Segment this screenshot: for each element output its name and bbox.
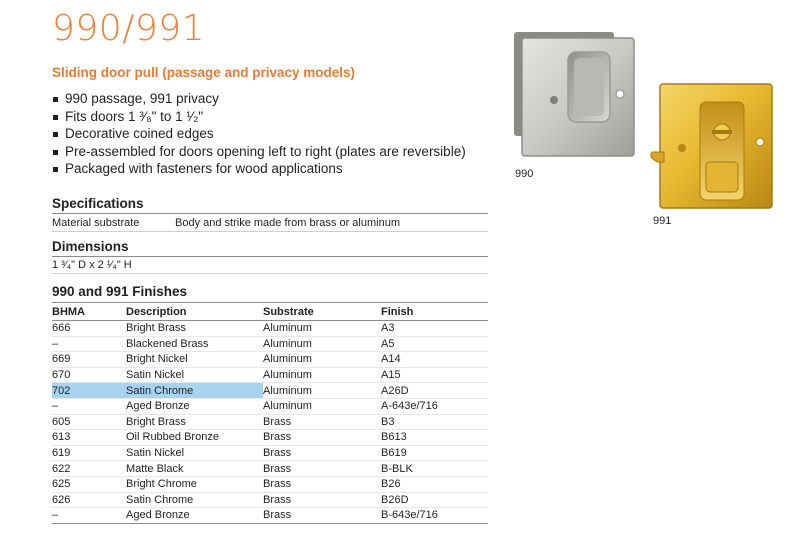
table-row bbox=[52, 461, 488, 477]
table-row bbox=[52, 367, 488, 383]
bhma-cell: 626 bbox=[52, 492, 126, 508]
table-row bbox=[52, 492, 488, 508]
substrate-cell: Brass bbox=[263, 430, 381, 446]
specifications-heading: Specifications bbox=[52, 196, 144, 211]
substrate-cell: Aluminum bbox=[263, 367, 381, 383]
description-cell: Aged Bronze bbox=[126, 508, 263, 524]
finish-cell: A14 bbox=[381, 352, 488, 368]
description-cell: Bright Brass bbox=[126, 321, 263, 337]
finish-cell: B613 bbox=[381, 430, 488, 446]
table-row bbox=[52, 430, 488, 446]
description-cell: Oil Rubbed Bronze bbox=[126, 430, 263, 446]
column-header-description: Description bbox=[126, 305, 263, 321]
dimensions-bottom-divider bbox=[52, 273, 488, 274]
substrate-cell: Aluminum bbox=[263, 383, 381, 399]
bhma-cell: 625 bbox=[52, 476, 126, 492]
column-header-substrate: Substrate bbox=[263, 305, 381, 321]
substrate-cell: Brass bbox=[263, 414, 381, 430]
substrate-cell: Aluminum bbox=[263, 321, 381, 337]
finish-cell: A5 bbox=[381, 336, 488, 352]
finish-cell: A26D bbox=[381, 383, 488, 399]
table-row bbox=[52, 508, 488, 524]
finish-cell: B3 bbox=[381, 414, 488, 430]
product-990-caption: 990 bbox=[515, 168, 534, 180]
dimensions-value: 1 ³⁄₄" D x 2 ¹⁄₄" H bbox=[52, 259, 132, 271]
feature-item: Pre-assembled for doors opening left to right (plates are reversible) bbox=[52, 143, 466, 161]
finishes-table bbox=[52, 305, 488, 524]
description-cell: Blackened Brass bbox=[126, 336, 263, 352]
description-cell: Satin Nickel bbox=[126, 445, 263, 461]
finishes-divider bbox=[52, 302, 488, 303]
description-cell: Aged Bronze bbox=[126, 398, 263, 414]
product-990-image bbox=[512, 28, 638, 160]
description-cell: Satin Chrome bbox=[126, 492, 263, 508]
bhma-cell: 619 bbox=[52, 445, 126, 461]
table-header-row bbox=[52, 305, 488, 321]
dimensions-divider bbox=[52, 256, 488, 257]
substrate-cell: Brass bbox=[263, 508, 381, 524]
table-row bbox=[52, 383, 488, 399]
spec-value: Body and strike made from brass or aluminum bbox=[175, 217, 400, 229]
substrate-cell: Brass bbox=[263, 476, 381, 492]
description-cell: Bright Nickel bbox=[126, 352, 263, 368]
column-header-bhma: BHMA bbox=[52, 305, 126, 321]
bhma-cell: 605 bbox=[52, 414, 126, 430]
feature-item: Fits doors 1 ³⁄₈" to 1 ¹⁄₂" bbox=[52, 108, 466, 126]
table-row bbox=[52, 445, 488, 461]
finish-cell: B26D bbox=[381, 492, 488, 508]
description-cell: Satin Chrome bbox=[126, 383, 263, 399]
finish-cell: B619 bbox=[381, 445, 488, 461]
finish-cell: B26 bbox=[381, 476, 488, 492]
table-row bbox=[52, 336, 488, 352]
column-header-finish: Finish bbox=[381, 305, 488, 321]
bhma-cell: 702 bbox=[52, 383, 126, 399]
description-cell: Matte Black bbox=[126, 461, 263, 477]
table-row bbox=[52, 414, 488, 430]
bhma-cell: 613 bbox=[52, 430, 126, 446]
spec-label: Material substrate bbox=[52, 217, 140, 229]
table-row bbox=[52, 398, 488, 414]
feature-item: Packaged with fasteners for wood applications bbox=[52, 160, 466, 178]
bhma-cell: 669 bbox=[52, 352, 126, 368]
table-row bbox=[52, 321, 488, 337]
bhma-cell: – bbox=[52, 398, 126, 414]
product-991-caption: 991 bbox=[653, 215, 672, 227]
bhma-cell: – bbox=[52, 508, 126, 524]
description-cell: Bright Chrome bbox=[126, 476, 263, 492]
product-991-image bbox=[648, 82, 776, 210]
bhma-cell: 670 bbox=[52, 367, 126, 383]
finish-cell: A15 bbox=[381, 367, 488, 383]
feature-item: Decorative coined edges bbox=[52, 125, 466, 143]
substrate-cell: Brass bbox=[263, 445, 381, 461]
substrate-cell: Aluminum bbox=[263, 398, 381, 414]
specifications-divider bbox=[52, 213, 488, 214]
description-cell: Bright Brass bbox=[126, 414, 263, 430]
specifications-bottom-divider bbox=[52, 231, 488, 232]
dimensions-heading: Dimensions bbox=[52, 239, 129, 254]
bhma-cell: 622 bbox=[52, 461, 126, 477]
page-title: 990/991 bbox=[52, 8, 206, 49]
feature-list bbox=[52, 90, 466, 178]
substrate-cell: Aluminum bbox=[263, 352, 381, 368]
table-row bbox=[52, 476, 488, 492]
feature-item: 990 passage, 991 privacy bbox=[52, 90, 466, 108]
bhma-cell: – bbox=[52, 336, 126, 352]
substrate-cell: Aluminum bbox=[263, 336, 381, 352]
bhma-cell: 666 bbox=[52, 321, 126, 337]
finish-cell: A3 bbox=[381, 321, 488, 337]
table-row bbox=[52, 352, 488, 368]
substrate-cell: Brass bbox=[263, 461, 381, 477]
substrate-cell: Brass bbox=[263, 492, 381, 508]
description-cell: Satin Nickel bbox=[126, 367, 263, 383]
finish-cell: B-643e/716 bbox=[381, 508, 488, 524]
page-subtitle: Sliding door pull (passage and privacy models) bbox=[52, 65, 356, 80]
finish-cell: B-BLK bbox=[381, 461, 488, 477]
finish-cell: A-643e/716 bbox=[381, 398, 488, 414]
finishes-heading: 990 and 991 Finishes bbox=[52, 284, 188, 299]
